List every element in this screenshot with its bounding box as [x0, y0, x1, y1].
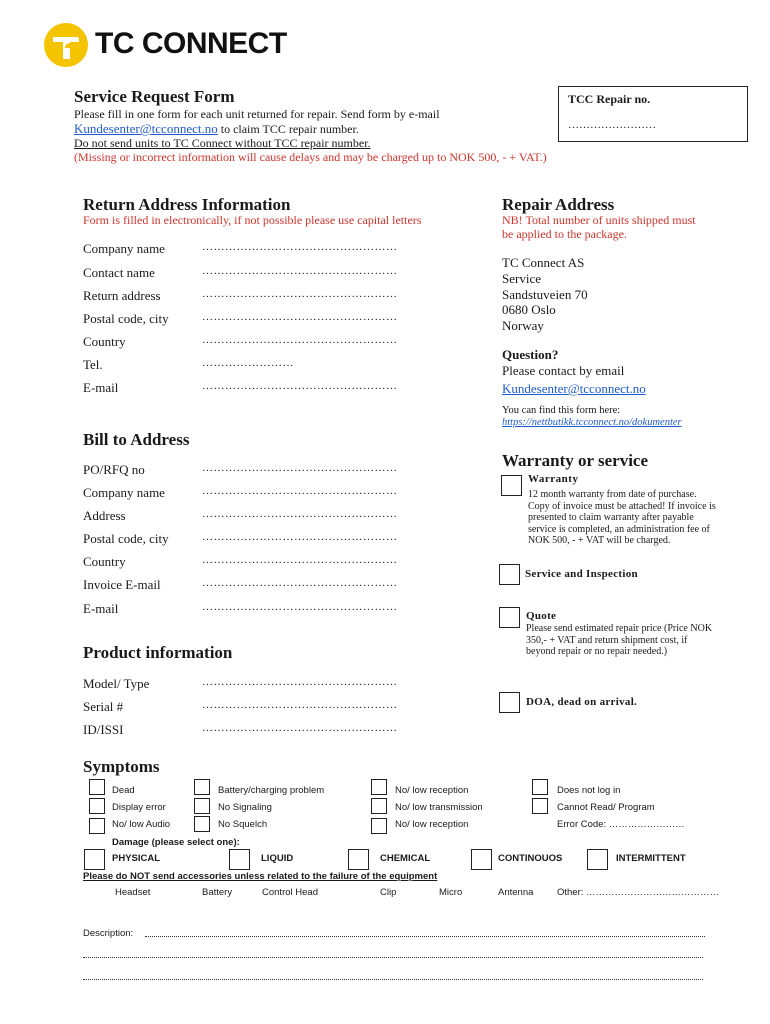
symptom-label: No Squelch [218, 819, 268, 830]
return-field-email[interactable]: E-mail [83, 380, 119, 395]
accessory-item: Battery [202, 887, 233, 898]
symptom-checkbox[interactable] [371, 779, 387, 795]
damage-label: PHYSICAL [112, 853, 161, 864]
symptom-checkbox[interactable] [194, 779, 210, 795]
return-field-company[interactable]: Company name [83, 241, 165, 256]
damage-checkbox-intermittent[interactable] [587, 849, 608, 870]
accessory-item: Clip [380, 887, 397, 898]
find-form-text: You can find this form here: [502, 405, 621, 416]
brand-name: TC CONNECT [95, 27, 287, 60]
service-checkbox[interactable] [499, 564, 520, 585]
header-line1: Please fill in one form for each unit returned for repair. Send form by e-mail [74, 107, 440, 121]
damage-label: CHEMICAL [380, 853, 431, 864]
return-address-title: Return Address Information [83, 195, 291, 214]
bill-field-invoice-email-dots[interactable]: …………………………………………… [202, 577, 398, 589]
bill-field-country[interactable]: Country [83, 554, 126, 569]
symptom-label: No/ low transmission [395, 802, 483, 813]
symptom-checkbox[interactable] [532, 798, 548, 814]
return-field-address[interactable]: Return address [83, 288, 161, 303]
quote-text: Please send estimated repair price (Price NOK 350,- + VAT and return shipment cost, if beyond repair or no repair needed.) [526, 623, 713, 657]
description-label: Description: [83, 928, 134, 939]
damage-checkbox-physical[interactable] [84, 849, 105, 870]
description-line[interactable] [83, 979, 703, 980]
form-title: Service Request Form [74, 87, 235, 106]
damage-checkbox-liquid[interactable] [229, 849, 250, 870]
warranty-text: 12 month warranty from date of purchase. Copy of invoice must be attached! If invoice is presented to claim warranty after payable service is completed, an administration fee of NOK 500, - + VAT will be charged. [528, 489, 716, 546]
symptom-label: Does not log in [557, 785, 621, 796]
accessory-item: Micro [439, 887, 463, 898]
product-field-model-dots[interactable]: …………………………………………… [202, 676, 398, 688]
product-field-id-dots[interactable]: …………………………………………… [202, 722, 398, 734]
header-line2-text: to claim TCC repair number. [217, 122, 359, 136]
damage-label: LIQUID [261, 853, 294, 864]
symptom-label: Battery/charging problem [218, 785, 325, 796]
header-line3: Do not send units to TC Connect without TCC repair number. [74, 136, 371, 150]
return-field-contact-dots[interactable]: …………………………………………… [202, 265, 398, 277]
form-link[interactable]: https://nettbutikk.tcconnect.no/dokumenter [502, 417, 682, 428]
bill-field-address-dots[interactable]: …………………………………………… [202, 508, 398, 520]
question-heading: Question? [502, 347, 559, 362]
warranty-checkbox[interactable] [501, 475, 522, 496]
symptom-checkbox[interactable] [89, 779, 105, 795]
header-email-link[interactable]: Kundesenter@tcconnect.no [74, 121, 218, 136]
tcc-repair-field[interactable]: …………………… [568, 119, 656, 131]
symptom-checkbox[interactable] [194, 798, 210, 814]
product-title: Product information [83, 643, 233, 662]
doa-checkbox[interactable] [499, 692, 520, 713]
bill-field-country-dots[interactable]: …………………………………………… [202, 554, 398, 566]
product-field-serial-dots[interactable]: …………………………………………… [202, 699, 398, 711]
symptom-label: Cannot Read/ Program [557, 802, 655, 813]
accessories-note: Please do NOT send accessories unless related to the failure of the equipment [83, 871, 438, 882]
return-field-contact[interactable]: Contact name [83, 265, 155, 280]
symptom-checkbox[interactable] [532, 779, 548, 795]
symptom-checkbox[interactable] [89, 818, 105, 834]
repair-address-line: Norway [502, 318, 544, 333]
header-line4: (Missing or incorrect information will cause delays and may be charged up to NOK 500, - + VAT.) [74, 150, 547, 164]
repair-address-line: Service [502, 271, 541, 286]
symptom-checkbox[interactable] [89, 798, 105, 814]
accessory-item: Headset [115, 887, 151, 898]
bill-field-company[interactable]: Company name [83, 485, 165, 500]
warranty-label: Warranty [528, 473, 579, 485]
return-field-address-dots[interactable]: …………………………………………… [202, 288, 398, 300]
contact-email-link[interactable]: Kundesenter@tcconnect.no [502, 381, 646, 396]
symptom-label: Dead [112, 785, 135, 796]
return-field-tel-dots[interactable]: …………………… [202, 357, 294, 369]
return-field-email-dots[interactable]: …………………………………………… [202, 380, 398, 392]
return-field-postal[interactable]: Postal code, city [83, 311, 169, 326]
header-line2 [74, 121, 359, 137]
bill-field-company-dots[interactable]: …………………………………………… [202, 485, 398, 497]
repair-address-title: Repair Address [502, 195, 615, 214]
bill-field-invoice-email[interactable]: Invoice E-mail [83, 577, 161, 592]
bill-field-postal-dots[interactable]: …………………………………………… [202, 531, 398, 543]
symptom-label: Display error [112, 802, 166, 813]
product-field-serial[interactable]: Serial # [83, 699, 124, 714]
repair-address-note1: NB! Total number of units shipped must [502, 213, 696, 227]
symptom-label: No/ low reception [395, 819, 469, 830]
tcc-repair-box[interactable] [558, 86, 748, 142]
damage-checkbox-continuous[interactable] [471, 849, 492, 870]
contact-text: Please contact by email [502, 363, 625, 378]
product-field-model[interactable]: Model/ Type [83, 676, 150, 691]
return-field-country[interactable]: Country [83, 334, 126, 349]
symptom-label: No Signaling [218, 802, 272, 813]
symptom-checkbox[interactable] [371, 818, 387, 834]
repair-address-note2: be applied to the package. [502, 227, 627, 241]
accessory-item: Control Head [262, 887, 318, 898]
repair-address-line: 0680 Oslo [502, 302, 556, 317]
bill-field-email-dots[interactable]: …………………………………………… [202, 601, 398, 613]
bill-field-po-dots[interactable]: …………………………………………… [202, 462, 398, 474]
error-code-field[interactable]: Error Code: …………………… [557, 819, 685, 830]
bill-field-postal[interactable]: Postal code, city [83, 531, 169, 546]
service-label: Service and Inspection [525, 568, 638, 580]
tcc-repair-title: TCC Repair no. [568, 92, 651, 106]
symptoms-title: Symptoms [83, 757, 160, 776]
quote-checkbox[interactable] [499, 607, 520, 628]
damage-checkbox-chemical[interactable] [348, 849, 369, 870]
warranty-title: Warranty or service [502, 451, 649, 470]
accessory-other-field[interactable]: Other: …………………………………… [557, 887, 720, 898]
description-line[interactable] [145, 936, 705, 937]
bill-to-title: Bill to Address [83, 430, 190, 449]
quote-label: Quote [526, 610, 557, 622]
damage-label: INTERMITTENT [616, 853, 686, 864]
description-line[interactable] [83, 957, 703, 958]
symptom-checkbox[interactable] [371, 798, 387, 814]
bill-field-address[interactable]: Address [83, 508, 126, 523]
symptom-label: No/ low Audio [112, 819, 171, 830]
repair-address-line: Sandstuveien 70 [502, 287, 588, 302]
symptom-checkbox[interactable] [194, 816, 210, 832]
damage-title: Damage (please select one): [112, 837, 240, 848]
return-address-note: Form is filled in electronically, if not possible please use capital letters [83, 213, 422, 227]
repair-address-line: TC Connect AS [502, 255, 585, 270]
doa-label: DOA, dead on arrival. [526, 696, 638, 708]
accessory-item: Antenna [498, 887, 534, 898]
bill-field-email[interactable]: E-mail [83, 601, 119, 616]
bill-field-po[interactable]: PO/RFQ no [83, 462, 145, 477]
tc-connect-logo-icon [43, 22, 89, 68]
return-field-company-dots[interactable]: …………………………………………… [202, 241, 398, 253]
return-field-postal-dots[interactable]: …………………………………………… [202, 311, 398, 323]
product-field-id[interactable]: ID/ISSI [83, 722, 124, 737]
return-field-country-dots[interactable]: …………………………………………… [202, 334, 398, 346]
symptom-label: No/ low reception [395, 785, 469, 796]
return-field-tel[interactable]: Tel. [83, 357, 103, 372]
damage-label: CONTINOUOS [498, 853, 563, 864]
